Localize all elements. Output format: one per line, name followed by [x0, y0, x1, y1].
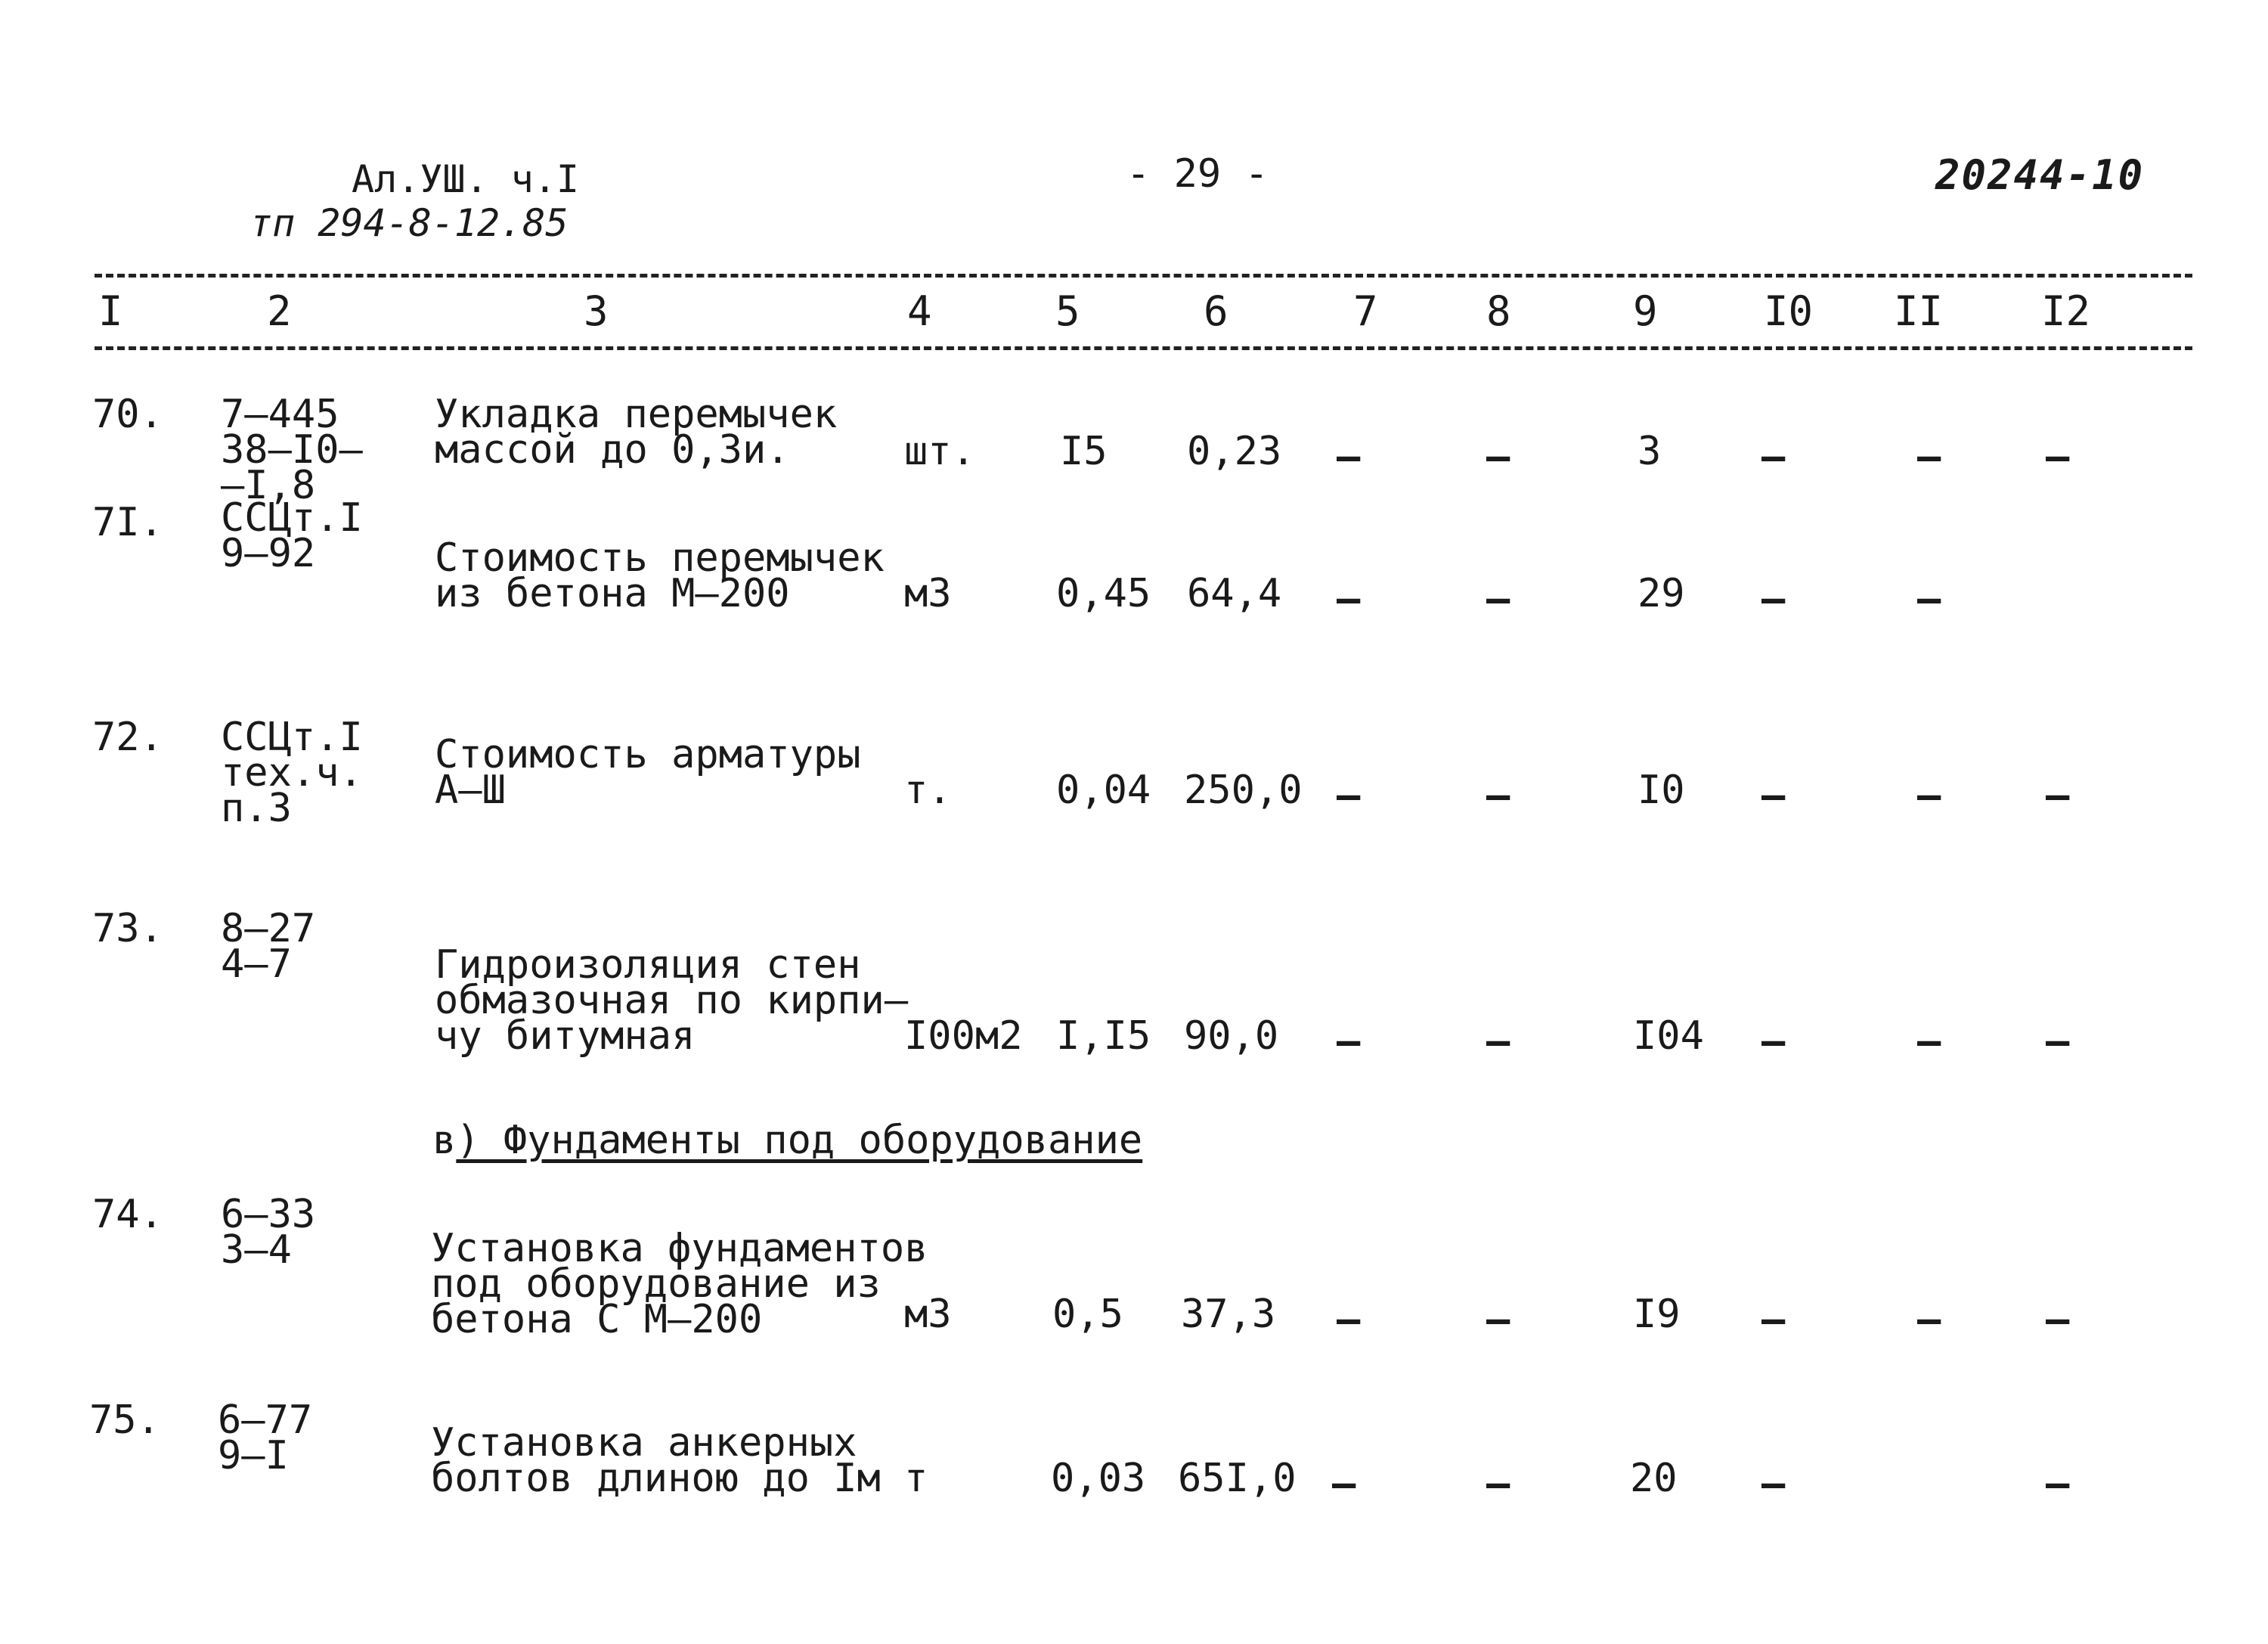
- row-number: 7I.: [92, 500, 163, 545]
- cell-col10: –: [1761, 1019, 1786, 1064]
- column-header-3: 3: [584, 287, 609, 335]
- work-description: Стоимость арматуры А–Ш: [435, 732, 861, 813]
- cell-col8: –: [1486, 1297, 1510, 1342]
- cell-col7: –: [1337, 1297, 1361, 1342]
- cell-col7: –: [1337, 773, 1361, 818]
- section-title: ) Фундаменты под оборудование: [456, 1118, 1143, 1163]
- document-header: [249, 157, 579, 245]
- column-header-1: I: [98, 287, 123, 335]
- unit: шт.: [904, 429, 975, 474]
- column-header-4: 4: [907, 287, 932, 335]
- cell-col11: –: [1917, 1019, 1941, 1064]
- table-top-rule: [94, 274, 2192, 278]
- cell-col8: –: [1486, 1019, 1510, 1064]
- cell-col9: 29: [1637, 571, 1685, 616]
- quantity: 0,45: [1056, 571, 1151, 616]
- column-header-10: I0: [1764, 287, 1814, 335]
- cell-col8: –: [1486, 576, 1510, 622]
- cell-col12: –: [2046, 773, 2070, 818]
- row-number: 70.: [92, 392, 163, 437]
- unit: т: [904, 1456, 928, 1501]
- quantity: I,I5: [1056, 1013, 1151, 1059]
- cell-col8: –: [1486, 434, 1510, 479]
- cell-col10: –: [1761, 773, 1786, 818]
- row-number: 74.: [92, 1192, 163, 1237]
- quantity: 0,04: [1056, 768, 1151, 813]
- row-number: 75.: [89, 1397, 160, 1443]
- cell-col10: –: [1761, 434, 1786, 479]
- cell-col12: –: [2046, 1297, 2070, 1342]
- norm-code: 8–27 4–7: [221, 906, 316, 987]
- document-code: 20244-10: [1935, 151, 2145, 199]
- work-description: Стоимость перемычек из бетона М–200: [435, 535, 885, 616]
- unit: м3: [904, 1292, 952, 1337]
- column-header-8: 8: [1486, 287, 1511, 335]
- norm-code: 7–445 38–I0– –I,8: [221, 392, 363, 508]
- unit-price: 65I,0: [1178, 1456, 1297, 1501]
- unit: I00м2: [904, 1013, 1023, 1059]
- cell-col12: –: [2046, 1461, 2070, 1506]
- column-header-5: 5: [1055, 287, 1080, 335]
- work-description: Установка фундаментов под оборудование из бетона С М–200: [431, 1226, 928, 1342]
- cell-col10: –: [1761, 1461, 1786, 1506]
- cell-col12: –: [2046, 1019, 2070, 1064]
- row-number: 72.: [92, 715, 163, 760]
- cell-col7: –: [1337, 434, 1361, 479]
- cell-col9: I04: [1633, 1013, 1704, 1059]
- unit-price: 250,0: [1184, 768, 1303, 813]
- norm-code: ССЦт.I тех.ч. п.3: [221, 715, 363, 831]
- column-header-6: 6: [1204, 287, 1228, 335]
- section-heading: [432, 1118, 1142, 1163]
- cell-col8: –: [1486, 1461, 1510, 1506]
- column-header-2: 2: [267, 287, 292, 335]
- cell-col11: –: [1917, 1297, 1941, 1342]
- quantity: 0,03: [1051, 1456, 1146, 1501]
- album-label: Ал.УШ. ч.I: [352, 157, 580, 201]
- cell-col9: I9: [1633, 1292, 1681, 1337]
- work-description: Установка анкерных болтов длиною до Iм: [431, 1420, 881, 1501]
- project-label: тп 294-8-12.85: [249, 201, 569, 245]
- norm-code: ССЦт.I 9–92: [221, 495, 363, 576]
- cell-col12: –: [2046, 434, 2070, 479]
- norm-code: 6–33 3–4: [221, 1192, 316, 1273]
- unit-price: 90,0: [1184, 1013, 1279, 1059]
- unit-price: 37,3: [1181, 1292, 1276, 1337]
- cell-col9: 3: [1637, 429, 1662, 474]
- cell-col9: 20: [1630, 1456, 1678, 1501]
- work-description: Гидроизоляция стен обмазочная по кирпи– чу битумная: [435, 942, 909, 1059]
- quantity: I5: [1060, 429, 1108, 474]
- unit-price: 64,4: [1187, 571, 1282, 616]
- norm-code: 6–77 9–I: [218, 1397, 313, 1478]
- cell-col10: –: [1761, 576, 1786, 622]
- cell-col7: –: [1337, 576, 1361, 622]
- row-number: 73.: [92, 906, 163, 951]
- unit: м3: [904, 571, 952, 616]
- cell-col11: –: [1917, 576, 1941, 622]
- cell-col11: –: [1917, 773, 1941, 818]
- unit: т.: [904, 768, 952, 813]
- column-header-12: I2: [2041, 287, 2091, 335]
- cell-col8: –: [1486, 773, 1510, 818]
- work-description: Укладка перемычек массой до 0,3и.: [435, 392, 838, 473]
- cell-col10: –: [1761, 1297, 1786, 1342]
- column-header-11: II: [1894, 287, 1944, 335]
- cell-col9: I0: [1637, 768, 1685, 813]
- quantity: 0,5: [1052, 1292, 1123, 1337]
- unit-price: 0,23: [1187, 429, 1282, 474]
- table-header-rule: [94, 346, 2192, 350]
- cell-col7: –: [1337, 1019, 1361, 1064]
- page-number: - 29 -: [1126, 151, 1269, 197]
- section-prefix: в: [432, 1118, 457, 1163]
- cell-col11: –: [1917, 434, 1941, 479]
- column-header-7: 7: [1353, 287, 1378, 335]
- column-header-9: 9: [1633, 287, 1658, 335]
- cell-col7: –: [1332, 1461, 1356, 1506]
